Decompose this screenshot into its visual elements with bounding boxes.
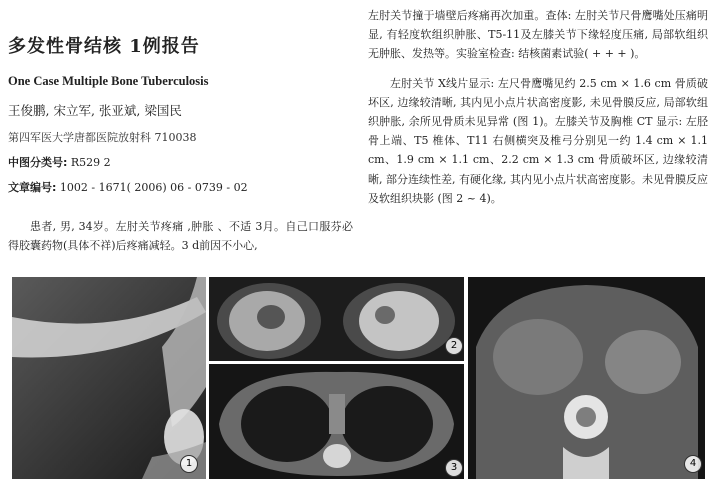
figure-3-chest-ct	[209, 364, 464, 479]
figure-2-knee-ct	[209, 277, 464, 361]
affiliation: 第四军医大学唐都医院放射科 710038	[8, 131, 197, 144]
right-column	[368, 6, 708, 208]
case-intro-paragraph: 患者, 男, 34岁。左肘关节疼痛 ,肿胀 、不适 3月。自己口服芬必得胶囊药物(具体不祥)后疼痛减轻。3 d前因不小心,	[8, 220, 353, 252]
figure-3-label: 3	[445, 459, 463, 477]
clc-label: 中图分类号:	[8, 156, 68, 169]
knee-ct-image	[209, 277, 464, 361]
figure-1-label: 1	[180, 455, 198, 473]
abdominal-ct-image	[468, 277, 705, 479]
article-value: 1002 - 1671( 2006) 06 - 0739 - 02	[56, 181, 248, 194]
clc-value: R529 2	[67, 156, 111, 169]
figure-4-label: 4	[684, 455, 702, 473]
exam-paragraph: 左肘关节撞于墙壁后疼痛再次加重。查体: 左肘关节尺骨鹰嘴处压痛明显, 有轻度软组织肿胀、T5-11及左膝关节下缘轻度压痛, 局部软组织无肿胀、发热等。实验室检查: 结核菌素试验( + + + )。	[368, 9, 708, 61]
authors: 王俊鹏, 宋立军, 张亚斌, 梁国民	[8, 103, 182, 118]
imaging-paragraph: 左肘关节 X线片显示: 左尺骨鹰嘴见约 2.5 cm × 1.6 cm 骨质破坏区, 边缘较清晰, 其内见小点片状高密度影, 未见骨膜反应, 局部软组织肿胀, 余所见骨质未见异常 (图 1)。左膝关节及胸椎 CT 显示: 左胫骨上端、T5 椎体、T11 右侧横突及椎弓分别见一约 1.4 cm × 1.1 cm、1.9 cm × 1.1 cm、2.2 cm × 1.3 cm 骨质破坏区, 边缘较清晰, 部分连续性差, 有硬化缘, 其内见小点片状高密度影。未见骨膜反应及软组织块影 (图 2 ~ 4)。	[368, 76, 708, 205]
figure-1-elbow-xray	[12, 277, 206, 479]
figure-panel	[12, 277, 705, 479]
article-number	[8, 179, 353, 195]
left-column	[8, 6, 353, 255]
article-label: 文章编号:	[8, 181, 57, 194]
xray-image	[12, 277, 206, 479]
article-title-en: One Case Multiple Bone Tuberculosis	[8, 74, 209, 88]
figure-4-abdominal-ct	[468, 277, 705, 479]
article-title-cn: 多发性骨结核 1例报告	[8, 36, 200, 57]
chest-ct-image	[209, 364, 464, 479]
figure-2-label: 2	[445, 337, 463, 355]
clc-number	[8, 154, 353, 170]
